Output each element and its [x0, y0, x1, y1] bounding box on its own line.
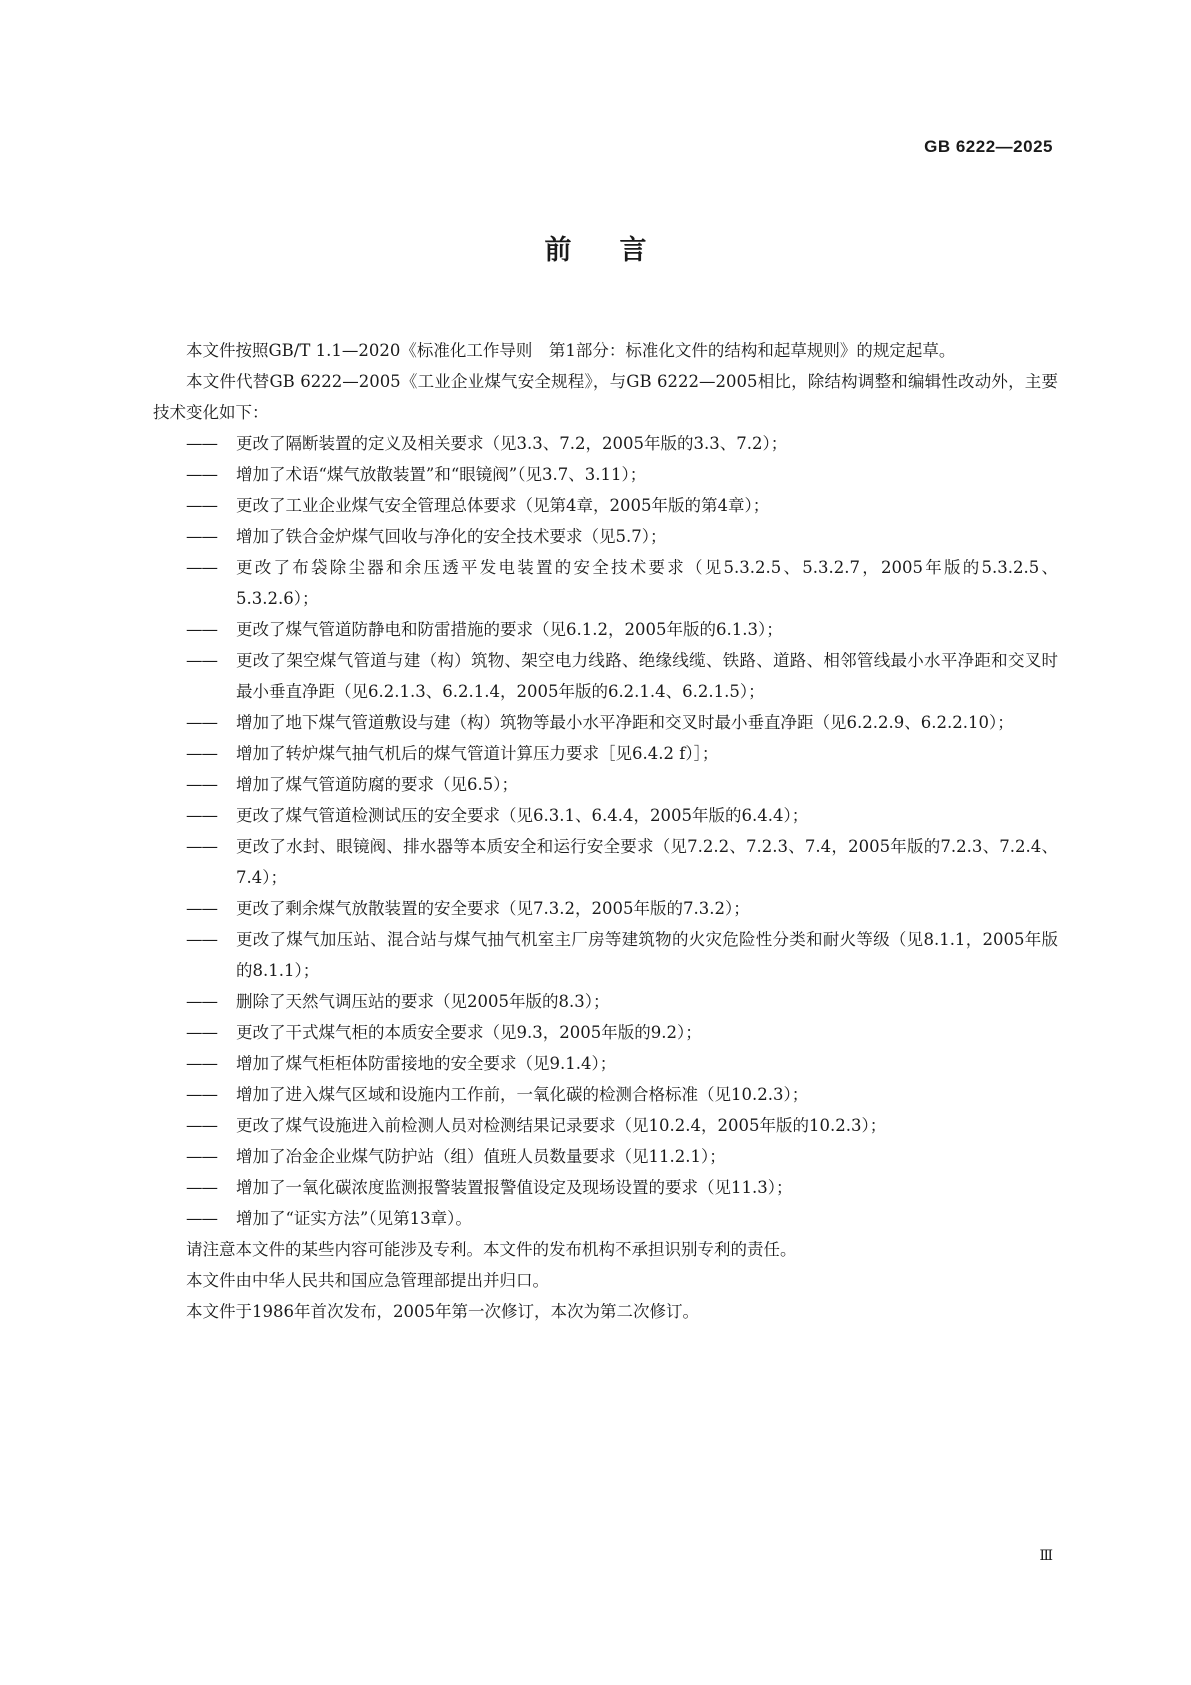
- list-dash: ——: [186, 1054, 217, 1073]
- list-item-text: 增加了地下煤气管道敷设与建（构）筑物等最小水平净距和交叉时最小垂直净距（见6.2.2.9、6.2.2.10）；: [236, 713, 1014, 732]
- list-dash: ——: [186, 806, 217, 825]
- list-item-text: 增加了“证实方法”（见第13章）。: [236, 1209, 472, 1228]
- list-item-text: 增加了转炉煤气抽气机后的煤气管道计算压力要求［见6.4.2 f）］；: [236, 744, 719, 763]
- list-item: [153, 707, 1058, 738]
- list-item-text: 更改了干式煤气柜的本质安全要求（见9.3，2005年版的9.2）；: [236, 1023, 702, 1042]
- list-item: [153, 1172, 1058, 1203]
- list-item-text: 增加了煤气管道防腐的要求（见6.5）；: [236, 775, 518, 794]
- list-item-text: 增加了进入煤气区域和设施内工作前，一氧化碳的检测合格标准（见10.2.3）；: [236, 1085, 809, 1104]
- list-dash: ——: [186, 992, 217, 1011]
- technical-changes-list: [153, 428, 1058, 1234]
- list-item-text: 更改了煤气管道防静电和防雷措施的要求（见6.1.2，2005年版的6.1.3）；: [236, 620, 783, 639]
- list-item-text: 更改了煤气管道检测试压的安全要求（见6.3.1、6.4.4，2005年版的6.4.4）；: [236, 806, 809, 825]
- list-dash: ——: [186, 930, 217, 949]
- list-item-text: 增加了铁合金炉煤气回收与净化的安全技术要求（见5.7）；: [236, 527, 667, 546]
- list-item: [153, 490, 1058, 521]
- list-item: [153, 893, 1058, 924]
- list-item: [153, 459, 1058, 490]
- list-item-text: 更改了布袋除尘器和余压透平发电装置的安全技术要求（见5.3.2.5、5.3.2.7，2005年版的5.3.2.5、5.3.2.6）；: [236, 558, 1058, 608]
- list-item-text: 更改了煤气加压站、混合站与煤气抽气机室主厂房等建筑物的火灾危险性分类和耐火等级（见8.1.1，2005年版的8.1.1）；: [236, 930, 1058, 980]
- list-item: [153, 1110, 1058, 1141]
- list-dash: ——: [186, 713, 217, 732]
- list-item: [153, 986, 1058, 1017]
- list-item-text: 增加了一氧化碳浓度监测报警装置报警值设定及现场设置的要求（见11.3）；: [236, 1178, 793, 1197]
- list-item-text: 更改了煤气设施进入前检测人员对检测结果记录要求（见10.2.4，2005年版的10.2.3）；: [236, 1116, 887, 1135]
- list-dash: ——: [186, 434, 217, 453]
- list-item: [153, 428, 1058, 459]
- list-item: [153, 1141, 1058, 1172]
- list-dash: ——: [186, 496, 217, 515]
- list-dash: ——: [186, 1209, 217, 1228]
- list-item: [153, 521, 1058, 552]
- list-dash: ——: [186, 1147, 217, 1166]
- standard-code: GB 6222—2025: [924, 137, 1053, 156]
- list-dash: ——: [186, 1116, 217, 1135]
- list-item: [153, 1079, 1058, 1110]
- revision-history: 本文件于1986年首次发布，2005年第一次修订，本次为第二次修订。: [186, 1302, 699, 1321]
- list-item: [153, 769, 1058, 800]
- page-title: 前言: [544, 235, 695, 266]
- intro-paragraph: 本文件代替GB 6222—2005《工业企业煤气安全规程》，与GB 6222—2005相比，除结构调整和编辑性改动外，主要技术变化如下：: [153, 372, 1058, 422]
- list-dash: ——: [186, 1178, 217, 1197]
- list-dash: ——: [186, 465, 217, 484]
- list-item: [153, 738, 1058, 769]
- list-item-text: 更改了架空煤气管道与建（构）筑物、架空电力线路、绝缘线缆、铁路、道路、相邻管线最小水平净距和交叉时最小垂直净距（见6.2.1.3、6.2.1.4，2005年版的6.2.1.4、6.2.1.5）；: [236, 651, 1058, 701]
- list-dash: ——: [186, 558, 217, 577]
- list-item: [153, 1048, 1058, 1079]
- list-dash: ——: [186, 527, 217, 546]
- list-dash: ——: [186, 899, 217, 918]
- list-dash: ——: [186, 744, 217, 763]
- list-item-text: 更改了剩余煤气放散装置的安全要求（见7.3.2，2005年版的7.3.2）；: [236, 899, 750, 918]
- list-item-text: 增加了煤气柜柜体防雷接地的安全要求（见9.1.4）；: [236, 1054, 617, 1073]
- list-item: [153, 924, 1058, 986]
- list-item: [153, 831, 1058, 893]
- responsible-body: 本文件由中华人民共和国应急管理部提出并归口。: [186, 1271, 549, 1290]
- list-dash: ——: [186, 651, 217, 670]
- list-item-text: 更改了隔断装置的定义及相关要求（见3.3、7.2，2005年版的3.3、7.2）；: [236, 434, 788, 453]
- list-item: [153, 1017, 1058, 1048]
- list-dash: ——: [186, 1023, 217, 1042]
- list-item: [153, 552, 1058, 614]
- list-item-text: 删除了天然气调压站的要求（见2005年版的8.3）；: [236, 992, 610, 1011]
- list-dash: ——: [186, 1085, 217, 1104]
- list-dash: ——: [186, 620, 217, 639]
- list-dash: ——: [186, 775, 217, 794]
- patent-notice: 请注意本文件的某些内容可能涉及专利。本文件的发布机构不承担识别专利的责任。: [186, 1240, 797, 1259]
- list-item: [153, 614, 1058, 645]
- document-body: [153, 335, 1058, 1327]
- list-item: [153, 1203, 1058, 1234]
- intro-paragraph: 本文件按照GB/T 1.1—2020《标准化工作导则 第1部分：标准化文件的结构和起草规则》的规定起草。: [186, 341, 956, 360]
- page-number: Ⅲ: [1039, 1548, 1053, 1564]
- list-item-text: 增加了冶金企业煤气防护站（组）值班人员数量要求（见11.2.1）；: [236, 1147, 726, 1166]
- list-item-text: 增加了术语“煤气放散装置”和“眼镜阀”（见3.7、3.11）；: [236, 465, 647, 484]
- list-dash: ——: [186, 837, 217, 856]
- list-item: [153, 800, 1058, 831]
- list-item-text: 更改了水封、眼镜阀、排水器等本质安全和运行安全要求（见7.2.2、7.2.3、7.4，2005年版的7.2.3、7.2.4、7.4）；: [236, 837, 1058, 887]
- list-item: [153, 645, 1058, 707]
- list-item-text: 更改了工业企业煤气安全管理总体要求（见第4章，2005年版的第4章）；: [236, 496, 770, 515]
